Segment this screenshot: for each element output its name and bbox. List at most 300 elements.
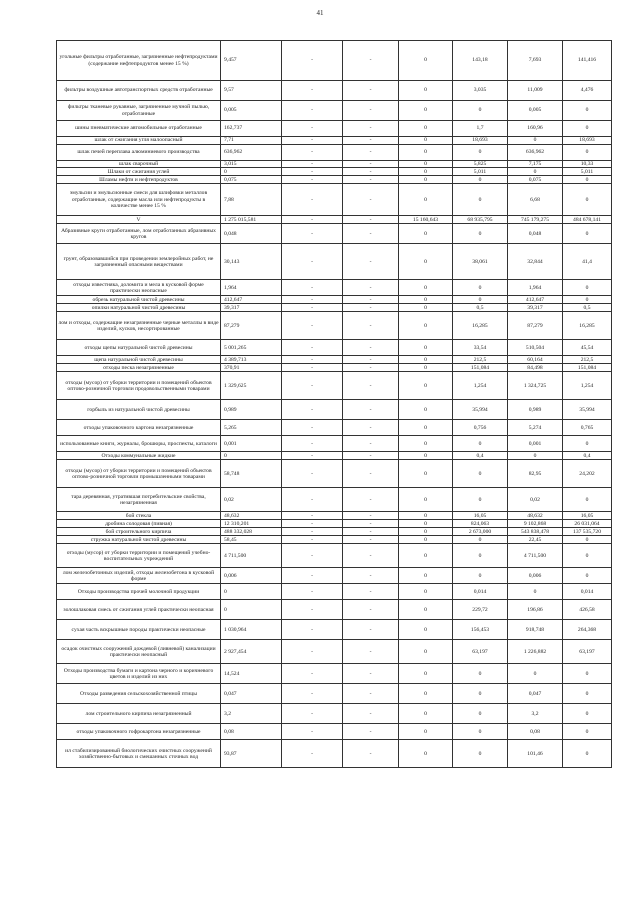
value-cell: 1,254 [563, 372, 612, 400]
value-cell: 229,72 [453, 600, 508, 620]
value-cell: - [343, 536, 399, 544]
value-cell: 0 [399, 528, 453, 536]
value-cell: 0 [453, 488, 508, 512]
value-cell: - [343, 304, 399, 312]
value-cell: 82,95 [508, 460, 563, 488]
value-cell: 0 [399, 512, 453, 520]
value-cell: 412,647 [221, 296, 282, 304]
value-cell: 9 102,868 [508, 520, 563, 528]
value-cell: 510,504 [508, 340, 563, 356]
value-cell: - [343, 724, 399, 740]
value-cell: 35,994 [563, 400, 612, 420]
value-cell: 0 [399, 684, 453, 704]
value-cell: 0 [563, 176, 612, 184]
value-cell: 0 [399, 420, 453, 436]
value-cell: 0 [399, 584, 453, 600]
value-cell: 41,4 [563, 244, 612, 280]
value-cell: 2 927,454 [221, 640, 282, 664]
value-cell: 4 711,500 [508, 544, 563, 568]
value-cell: 0 [563, 740, 612, 768]
value-cell: 426,58 [563, 600, 612, 620]
value-cell: - [282, 568, 343, 584]
value-cell: 0 [399, 640, 453, 664]
value-cell: - [282, 544, 343, 568]
value-cell: 0 [399, 536, 453, 544]
value-cell: 137 535,720 [563, 528, 612, 536]
waste-name-cell: отходы (мусор) от уборки территории и помещений объектов оптово-розничной торговли продовольственными товарами [57, 372, 221, 400]
waste-name-cell: отходы упаковочного картона незагрязненные [57, 420, 221, 436]
value-cell: - [282, 280, 343, 296]
value-cell: 636,962 [508, 145, 563, 161]
table-row [57, 640, 612, 664]
value-cell: 0 [399, 452, 453, 460]
value-cell: 0 [399, 296, 453, 304]
table-row [57, 420, 612, 436]
value-cell: 0 [453, 568, 508, 584]
table-row [57, 244, 612, 280]
table-row [57, 168, 612, 176]
table-row [57, 684, 612, 704]
value-cell: 156,453 [453, 620, 508, 640]
value-cell: 0,075 [508, 176, 563, 184]
value-cell: 60,164 [508, 356, 563, 364]
waste-name-cell: отходы песка незагрязненные [57, 364, 221, 372]
value-cell: 32,844 [508, 244, 563, 280]
value-cell: 5 001,265 [221, 340, 282, 356]
value-cell: - [282, 356, 343, 364]
value-cell: 0 [453, 740, 508, 768]
value-cell: 12 310,201 [221, 520, 282, 528]
value-cell: 0,047 [508, 684, 563, 704]
value-cell: - [343, 544, 399, 568]
value-cell: 33,54 [453, 340, 508, 356]
table-row [57, 568, 612, 584]
value-cell: 0 [563, 704, 612, 724]
value-cell: 68 935,795 [453, 216, 508, 224]
value-cell: 0 [453, 184, 508, 216]
value-cell: - [343, 41, 399, 81]
value-cell: 0 [563, 280, 612, 296]
value-cell: 0 [508, 664, 563, 684]
value-cell: 3,015 [221, 161, 282, 168]
value-cell: 0 [508, 584, 563, 600]
table-row [57, 161, 612, 168]
table-row [57, 436, 612, 452]
value-cell: 5,825 [453, 161, 508, 168]
value-cell: - [343, 452, 399, 460]
value-cell: 3,035 [453, 81, 508, 101]
value-cell: 45,54 [563, 340, 612, 356]
value-cell: 370,91 [221, 364, 282, 372]
value-cell: - [343, 664, 399, 684]
value-cell: 0,765 [563, 420, 612, 436]
value-cell: - [282, 161, 343, 168]
value-cell: 0 [563, 145, 612, 161]
value-cell: 7,693 [508, 41, 563, 81]
value-cell: - [343, 740, 399, 768]
value-cell: 18,693 [563, 137, 612, 145]
value-cell: - [343, 81, 399, 101]
value-cell: - [282, 244, 343, 280]
value-cell: - [343, 568, 399, 584]
value-cell: - [282, 121, 343, 137]
value-cell: 0 [563, 488, 612, 512]
table-row [57, 101, 612, 121]
waste-name-cell: Отходы коммунальные жидкие [57, 452, 221, 460]
value-cell: 0 [563, 664, 612, 684]
value-cell: 4 711,500 [221, 544, 282, 568]
value-cell: - [343, 216, 399, 224]
value-cell: - [343, 137, 399, 145]
waste-name-cell: отходы известняка, доломита и мела в кусковой форме практически неопасные [57, 280, 221, 296]
value-cell: - [282, 436, 343, 452]
value-cell: 30,143 [221, 244, 282, 280]
value-cell: 0,02 [221, 488, 282, 512]
waste-name-cell: дробина солодовая (пивная) [57, 520, 221, 528]
table-row [57, 340, 612, 356]
value-cell: 151,084 [453, 364, 508, 372]
value-cell: - [343, 161, 399, 168]
value-cell: - [343, 224, 399, 244]
table-row [57, 520, 612, 528]
value-cell: 0 [399, 372, 453, 400]
value-cell: 143,18 [453, 41, 508, 81]
value-cell: 0 [399, 280, 453, 296]
value-cell: 0 [563, 544, 612, 568]
value-cell: 0 [399, 460, 453, 488]
waste-name-cell: шлак от сжигания угля малоопасный [57, 137, 221, 145]
waste-name-cell: Шлаки от сжигания углей [57, 168, 221, 176]
table-row [57, 400, 612, 420]
value-cell: 0 [453, 280, 508, 296]
waste-name-cell: Шламы нефти и нефтепродуктов [57, 176, 221, 184]
waste-name-cell: отходы щепы натуральной чистой древесины [57, 340, 221, 356]
waste-name-cell: отходы (мусор) от уборки территории и помещений объектов оптово-розничной торговли промышленными товарами [57, 460, 221, 488]
value-cell: 0 [399, 184, 453, 216]
waste-name-cell: использованные книги, журналы, брошюры, проспекты, каталоги [57, 436, 221, 452]
waste-name-cell: сухая часть вскрышные породы практически неопасные [57, 620, 221, 640]
value-cell: 0 [399, 724, 453, 740]
table-row [57, 512, 612, 520]
value-cell: - [282, 145, 343, 161]
value-cell: 0 [563, 684, 612, 704]
value-cell: - [343, 372, 399, 400]
value-cell: 0,047 [221, 684, 282, 704]
value-cell: - [343, 512, 399, 520]
value-cell: 0,756 [453, 420, 508, 436]
value-cell: 0 [399, 121, 453, 137]
value-cell: 0 [563, 184, 612, 216]
table-row [57, 296, 612, 304]
waste-name-cell: горбыль из натуральной чистой древесины [57, 400, 221, 420]
value-cell: 14,524 [221, 664, 282, 684]
value-cell: 26 031,064 [563, 520, 612, 528]
value-cell: 141,416 [563, 41, 612, 81]
value-cell: 0 [563, 536, 612, 544]
value-cell: 1,964 [508, 280, 563, 296]
table-row [57, 176, 612, 184]
value-cell: - [343, 340, 399, 356]
waste-name-cell: Отходы производства бумаги и картона черного и коричневого цветов и изделий из них [57, 664, 221, 684]
value-cell: 1 030,964 [221, 620, 282, 640]
waste-name-cell: тара деревянная, утратившая потребительские свойства, незагрязненная [57, 488, 221, 512]
waste-name-cell: ил стабилизированный биологических очистных сооружений хозяйственно-бытовых и смешанных сточных вод [57, 740, 221, 768]
value-cell: 0,014 [563, 584, 612, 600]
value-cell: 0 [399, 304, 453, 312]
value-cell: 0 [399, 356, 453, 364]
value-cell: - [282, 224, 343, 244]
value-cell: 0 [399, 161, 453, 168]
value-cell: 0 [453, 296, 508, 304]
waste-name-cell: лом и отходы, содержащие незагрязненные черные металлы в виде изделий, кусков, несортированные [57, 312, 221, 340]
value-cell: 0 [563, 568, 612, 584]
value-cell: - [282, 512, 343, 520]
value-cell: 0 [453, 704, 508, 724]
value-cell: - [282, 216, 343, 224]
value-cell: 1 324,725 [508, 372, 563, 400]
value-cell: 0 [399, 740, 453, 768]
waste-name-cell: V [57, 216, 221, 224]
value-cell: 0 [399, 436, 453, 452]
value-cell: 0,048 [221, 224, 282, 244]
value-cell: 16,285 [563, 312, 612, 340]
value-cell: 39,317 [221, 304, 282, 312]
value-cell: 63,197 [563, 640, 612, 664]
value-cell: 9,457 [221, 41, 282, 81]
value-cell: - [343, 356, 399, 364]
value-cell: 0 [399, 620, 453, 640]
table-row [57, 81, 612, 101]
value-cell: 636,962 [221, 145, 282, 161]
table-row [57, 488, 612, 512]
value-cell: 1 226,882 [508, 640, 563, 664]
value-cell: 9,57 [221, 81, 282, 101]
value-cell: - [282, 420, 343, 436]
waste-name-cell: фильтры воздушные автотранспортных средств отработанные [57, 81, 221, 101]
value-cell: 162,737 [221, 121, 282, 137]
waste-name-cell: шлак сварочный [57, 161, 221, 168]
value-cell: - [343, 436, 399, 452]
value-cell: 488 332,028 [221, 528, 282, 536]
value-cell: 3,2 [221, 704, 282, 724]
value-cell: 10,33 [563, 161, 612, 168]
value-cell: 0 [563, 121, 612, 137]
value-cell: 16,05 [453, 512, 508, 520]
value-cell: - [282, 528, 343, 536]
waste-name-cell: лом железобетонных изделий, отходы железобетона в кусковой форме [57, 568, 221, 584]
value-cell: - [343, 364, 399, 372]
value-cell: 412,647 [508, 296, 563, 304]
value-cell: 87,279 [508, 312, 563, 340]
waste-name-cell: шлак печей переплава алюминиевого производства [57, 145, 221, 161]
value-cell: - [282, 536, 343, 544]
table-row [57, 280, 612, 296]
value-cell: 0 [563, 296, 612, 304]
value-cell: 0,989 [221, 400, 282, 420]
value-cell: - [282, 600, 343, 620]
value-cell: 7,88 [221, 184, 282, 216]
table-row [57, 224, 612, 244]
table-row [57, 544, 612, 568]
value-cell: 2 673,000 [453, 528, 508, 536]
value-cell: 0 [563, 436, 612, 452]
value-cell: - [282, 460, 343, 488]
value-cell: 101,46 [508, 740, 563, 768]
value-cell: - [282, 488, 343, 512]
value-cell: 4 389,713 [221, 356, 282, 364]
table-row [57, 304, 612, 312]
value-cell: - [282, 296, 343, 304]
value-cell: - [282, 176, 343, 184]
value-cell: 16,285 [453, 312, 508, 340]
value-cell: - [282, 620, 343, 640]
value-cell: 0 [399, 224, 453, 244]
value-cell: 0 [399, 137, 453, 145]
waste-name-cell: Отходы производства прочей молочной продукции [57, 584, 221, 600]
value-cell: 0,006 [221, 568, 282, 584]
value-cell: 5,265 [221, 420, 282, 436]
value-cell: 160,96 [508, 121, 563, 137]
value-cell: 0 [453, 684, 508, 704]
value-cell: - [343, 640, 399, 664]
value-cell: 0,005 [221, 101, 282, 121]
value-cell: - [282, 724, 343, 740]
value-cell: 58,748 [221, 460, 282, 488]
table-row [57, 528, 612, 536]
waste-name-cell: грунт, образовавшийся при проведении землеройных работ, не загрязненный опасными веществами [57, 244, 221, 280]
value-cell: 0,4 [563, 452, 612, 460]
value-cell: - [343, 488, 399, 512]
value-cell: - [343, 460, 399, 488]
value-cell: 0 [399, 244, 453, 280]
value-cell: 48,632 [221, 512, 282, 520]
waste-name-cell: шины пневматические автомобильные отработанные [57, 121, 221, 137]
value-cell: - [282, 304, 343, 312]
waste-table [56, 40, 612, 768]
value-cell: 543 838,478 [508, 528, 563, 536]
value-cell: 1,7 [453, 121, 508, 137]
value-cell: - [282, 184, 343, 216]
value-cell: 0 [399, 520, 453, 528]
value-cell: 5,011 [563, 168, 612, 176]
value-cell: 0 [221, 584, 282, 600]
value-cell: - [343, 176, 399, 184]
value-cell: 0,006 [508, 568, 563, 584]
value-cell: 0 [399, 312, 453, 340]
table-row [57, 137, 612, 145]
table-row [57, 664, 612, 684]
value-cell: - [343, 280, 399, 296]
table-row [57, 620, 612, 640]
table-row [57, 312, 612, 340]
waste-name-cell: обрезь натуральной чистой древесины [57, 296, 221, 304]
value-cell: 0,5 [563, 304, 612, 312]
waste-name-cell: фильтры тканевые рукавные, загрязненные мучной пылью, отработанные [57, 101, 221, 121]
value-cell: 0 [563, 224, 612, 244]
waste-name-cell: эмульсии и эмульсионные смеси для шлифовки металлов отработанные, содержащие масла или нефтепродукты в количестве менее 15 % [57, 184, 221, 216]
value-cell: 264,368 [563, 620, 612, 640]
value-cell: - [282, 520, 343, 528]
value-cell: 0 [399, 176, 453, 184]
value-cell: 0,989 [508, 400, 563, 420]
value-cell: 3,2 [508, 704, 563, 724]
value-cell: 0 [221, 168, 282, 176]
value-cell: - [343, 684, 399, 704]
value-cell: 0,08 [508, 724, 563, 740]
value-cell: 93,87 [221, 740, 282, 768]
value-cell: 0 [399, 101, 453, 121]
value-cell: 0 [399, 145, 453, 161]
table-row [57, 584, 612, 600]
table-row [57, 121, 612, 137]
value-cell: - [343, 296, 399, 304]
value-cell: 11,009 [508, 81, 563, 101]
value-cell: - [343, 184, 399, 216]
value-cell: 0 [399, 168, 453, 176]
value-cell: 1 275 015,581 [221, 216, 282, 224]
value-cell: - [282, 101, 343, 121]
value-cell: - [282, 81, 343, 101]
value-cell: 39,317 [508, 304, 563, 312]
value-cell: 35,994 [453, 400, 508, 420]
table-row [57, 41, 612, 81]
table-row [57, 724, 612, 740]
table-row [57, 372, 612, 400]
value-cell: 0 [453, 176, 508, 184]
value-cell: - [343, 121, 399, 137]
value-cell: - [343, 520, 399, 528]
value-cell: - [282, 372, 343, 400]
table-row [57, 600, 612, 620]
value-cell: 1 329,625 [221, 372, 282, 400]
value-cell: - [282, 664, 343, 684]
value-cell: 7,71 [221, 137, 282, 145]
value-cell: 6,68 [508, 184, 563, 216]
value-cell: 0 [563, 724, 612, 740]
value-cell: 48,632 [508, 512, 563, 520]
value-cell: - [282, 312, 343, 340]
waste-name-cell: бой стекла [57, 512, 221, 520]
value-cell: 0 [399, 41, 453, 81]
value-cell: - [343, 528, 399, 536]
waste-name-cell: угольные фильтры отработанные, загрязненные нефтепродуктами (содержание нефтепродуктов менее 15 %) [57, 41, 221, 81]
value-cell: 824,063 [453, 520, 508, 528]
value-cell: 0,005 [508, 101, 563, 121]
value-cell: 0 [399, 81, 453, 101]
value-cell: - [282, 640, 343, 664]
value-cell: - [282, 168, 343, 176]
value-cell: 0,001 [508, 436, 563, 452]
value-cell: 0,001 [221, 436, 282, 452]
value-cell: 0 [453, 664, 508, 684]
value-cell: 0,075 [221, 176, 282, 184]
table-row [57, 452, 612, 460]
value-cell: 0 [399, 600, 453, 620]
value-cell: - [282, 364, 343, 372]
value-cell: - [343, 600, 399, 620]
value-cell: 0 [508, 137, 563, 145]
value-cell: 0,4 [453, 452, 508, 460]
waste-name-cell: Отходы разведения сельскохозяйственной птицы [57, 684, 221, 704]
waste-name-cell: золошлаковая смесь от сжигания углей практически неопасная [57, 600, 221, 620]
table-row [57, 145, 612, 161]
value-cell: 0 [399, 664, 453, 684]
value-cell: 0 [221, 452, 282, 460]
value-cell: 0 [399, 544, 453, 568]
value-cell: - [282, 452, 343, 460]
table-row [57, 740, 612, 768]
value-cell: 0 [399, 704, 453, 724]
